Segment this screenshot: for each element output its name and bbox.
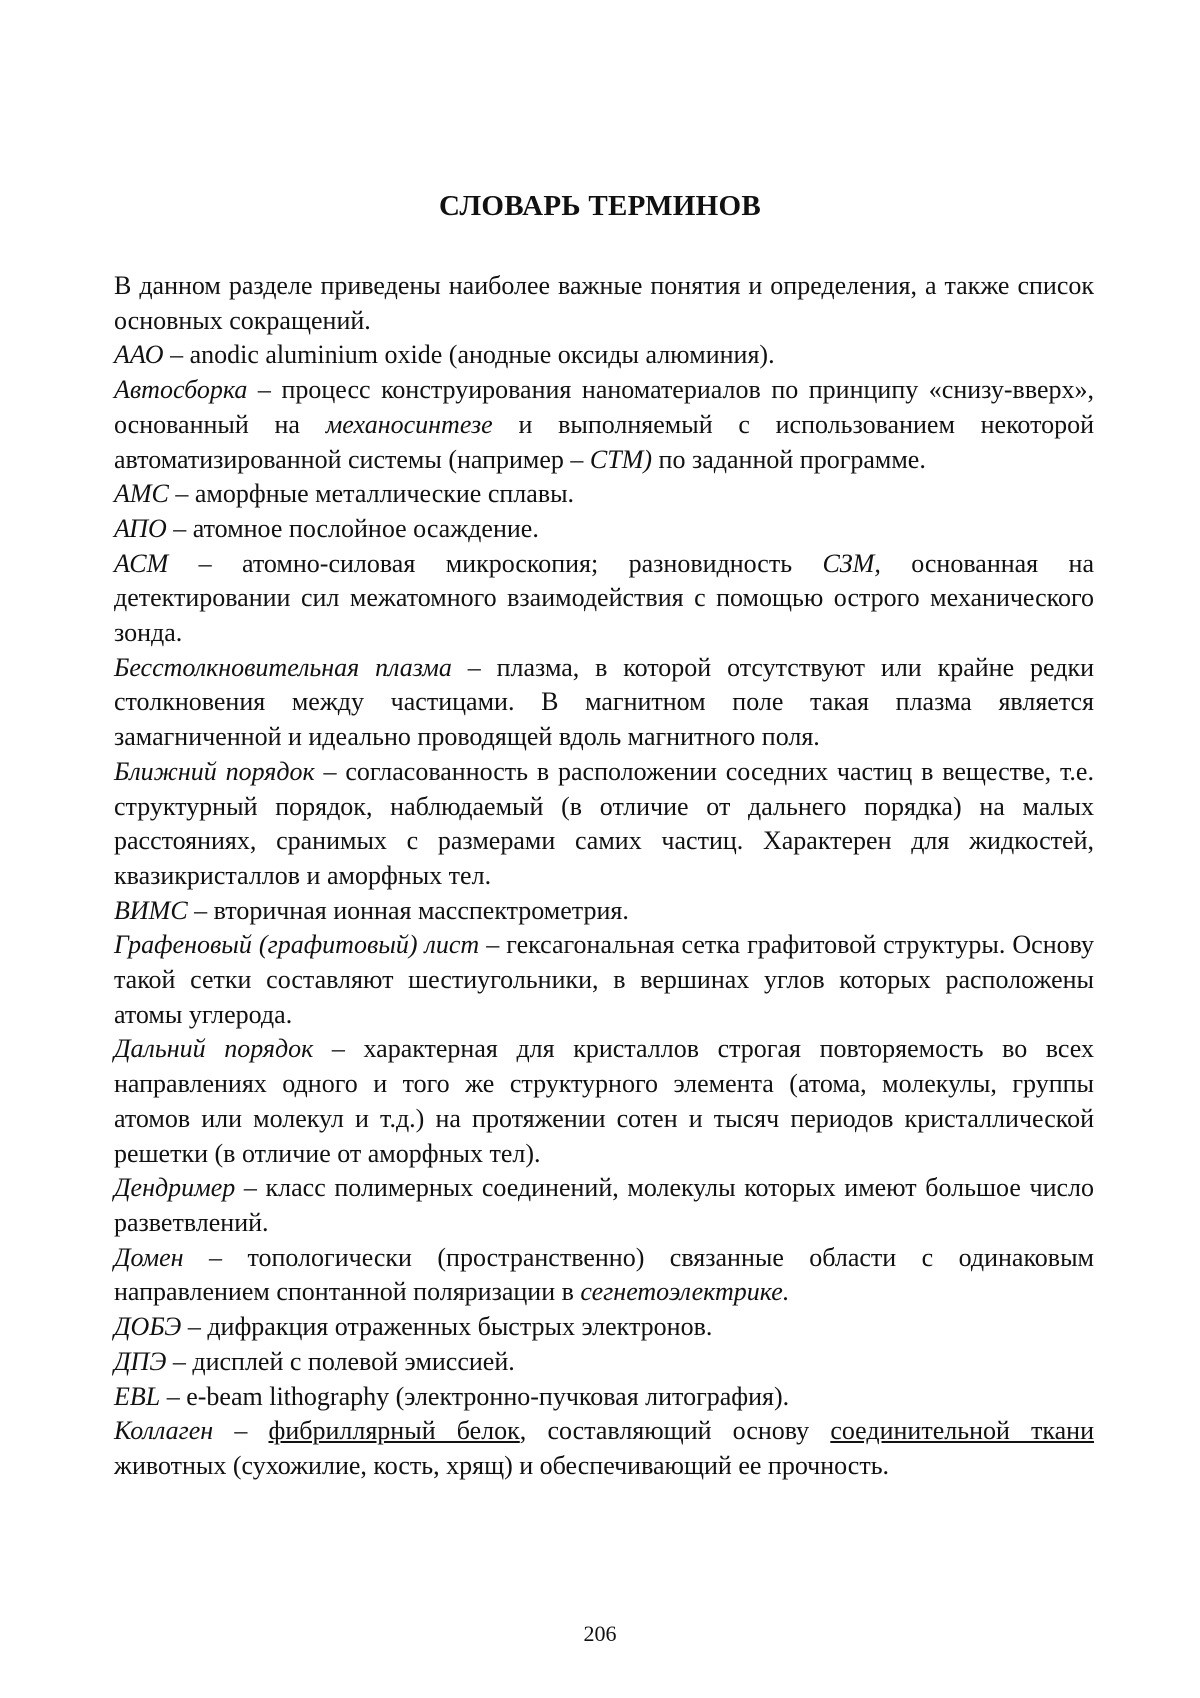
entry-term: ДОБЭ: [114, 1312, 181, 1341]
entry-definition: – e-beam lithography (электронно-пучковая литография).: [160, 1382, 789, 1411]
glossary-entry-ebl: [114, 1380, 1094, 1415]
entry-term: Бесстолкновительная плазма: [114, 653, 452, 682]
entry-definition: – процесс конструирования наноматериалов по принципу «снизу-вверх», основанный на: [114, 375, 1094, 439]
entry-definition: – anodic aluminium oxide (анодные оксиды алюминия).: [164, 340, 775, 369]
entry-term: ВИМС: [114, 896, 188, 925]
entry-definition: – плазма, в которой отсутствуют или крайне редки столкновения между частицами. В магнитном поле такая плазма яв­ляется замагниченной и идеально проводящей вдоль магнитного поля.: [114, 653, 1094, 751]
entry-definition: – дисплей с полевой эмиссией.: [166, 1347, 514, 1376]
glossary-entry-domain: [114, 1241, 1094, 1310]
glossary-entry-collagen: [114, 1414, 1094, 1483]
entry-cross-reference: механосинтезе: [326, 410, 493, 439]
glossary-entry-apo: [114, 512, 1094, 547]
entry-term: EBL: [114, 1382, 160, 1411]
glossary-entry-ams: [114, 477, 1094, 512]
entry-definition: по за­данной программе.: [652, 445, 926, 474]
glossary-entry-short-range-order: [114, 755, 1094, 894]
glossary-entry-dobe: [114, 1310, 1094, 1345]
entry-definition: – согласованность в расположении соседних частиц в веществе, т.е. структурный порядок, наблюдаемый (в отличие от дальнего порядка) на малых расстояниях, сранимых с размерами самих частиц. Ха­рактерен для жидкостей, квазикристаллов и аморфных тел.: [114, 757, 1094, 890]
entry-term: Дальний порядок: [114, 1034, 313, 1063]
entry-definition: – дифракция отраженных быстрых электронов.: [181, 1312, 712, 1341]
intro-paragraph: В данном разделе приведены наиболее важные понятия и определения, а также список основных сокращений.: [114, 269, 1094, 338]
entry-term: АСМ: [114, 549, 168, 578]
entry-definition: , составляющий основу: [520, 1416, 831, 1445]
entry-definition: –: [213, 1416, 268, 1445]
entry-definition: – гексагональная сетка графитовой структуры. Основу такой сетки составляют шестиугольники, в вершинах углов которых расположены атомы углерода.: [114, 930, 1094, 1028]
glossary-entry-vims: [114, 894, 1094, 929]
entry-definition: – атомно-силовая микроскопия; разновидность: [168, 549, 822, 578]
glossary-entry-asm: [114, 547, 1094, 651]
entry-term: Коллаген: [114, 1416, 213, 1445]
entry-definition: и выполняемый с исполь­зо­ванием некоторой автоматизированной системы (например –: [114, 410, 1094, 474]
entry-definition: – топологически (пространственно) связанные области с одинако­вым направлением спонтанной поляризации в: [114, 1243, 1094, 1307]
glossary-entry-collisionless-plasma: [114, 651, 1094, 755]
glossary-body: [114, 269, 1094, 1484]
entry-term: Графеновый (графитовый) лист: [114, 930, 479, 959]
entry-definition: животных (сухожилие, кость, хрящ) и обеспечивающий ее проч­ность.: [114, 1451, 889, 1480]
page-number: 206: [0, 1621, 1200, 1647]
glossary-entry-avtosborka: [114, 373, 1094, 477]
entry-term: Дендример: [114, 1173, 235, 1202]
entry-term: ДПЭ: [114, 1347, 166, 1376]
entry-definition: – класс полимерных соединений, молекулы которых имеют большое число разветвлений.: [114, 1173, 1094, 1237]
entry-term: ААО: [114, 340, 164, 369]
entry-cross-reference: СЗМ,: [822, 549, 880, 578]
entry-term: АПО: [114, 514, 167, 543]
glossary-entry-graphene-sheet: [114, 928, 1094, 1032]
entry-term: Домен: [114, 1243, 184, 1272]
entry-cross-reference: сегнетоэлектрике.: [580, 1277, 789, 1306]
entry-term: Ближний порядок: [114, 757, 315, 786]
entry-definition: – аморфные металлические сплавы.: [169, 479, 574, 508]
entry-definition: основанная на детектировании сил межатомного взаимодействия с помощью острого ме­ханического зонда.: [114, 549, 1094, 647]
glossary-entry-dendrimer: [114, 1171, 1094, 1240]
glossary-entry-long-range-order: [114, 1032, 1094, 1171]
glossary-entry-dpe: [114, 1345, 1094, 1380]
entry-definition: – вторичная ионная масспектрометрия.: [188, 896, 629, 925]
entry-term: АМС: [114, 479, 169, 508]
glossary-entry-aao: [114, 338, 1094, 373]
fibrillar-protein-link[interactable]: фибриллярный белок: [269, 1416, 520, 1445]
entry-cross-reference: СТМ): [590, 445, 652, 474]
entry-definition: – атомное послойное осаждение.: [167, 514, 539, 543]
entry-term: Автосборка: [114, 375, 247, 404]
entry-definition: – характерная для кристаллов строгая повторяемость во всех направлениях одного и того же структурного элемента (атома, моле­кулы, группы атомов или молекул и т.д.) на протяжении сотен и тысяч пе­риодов кристаллической решетки (в отличие от аморфных тел).: [114, 1034, 1094, 1167]
page-title: СЛОВАРЬ ТЕРМИНОВ: [0, 190, 1200, 223]
connective-tissue-link[interactable]: соединительной ткани: [830, 1416, 1094, 1445]
